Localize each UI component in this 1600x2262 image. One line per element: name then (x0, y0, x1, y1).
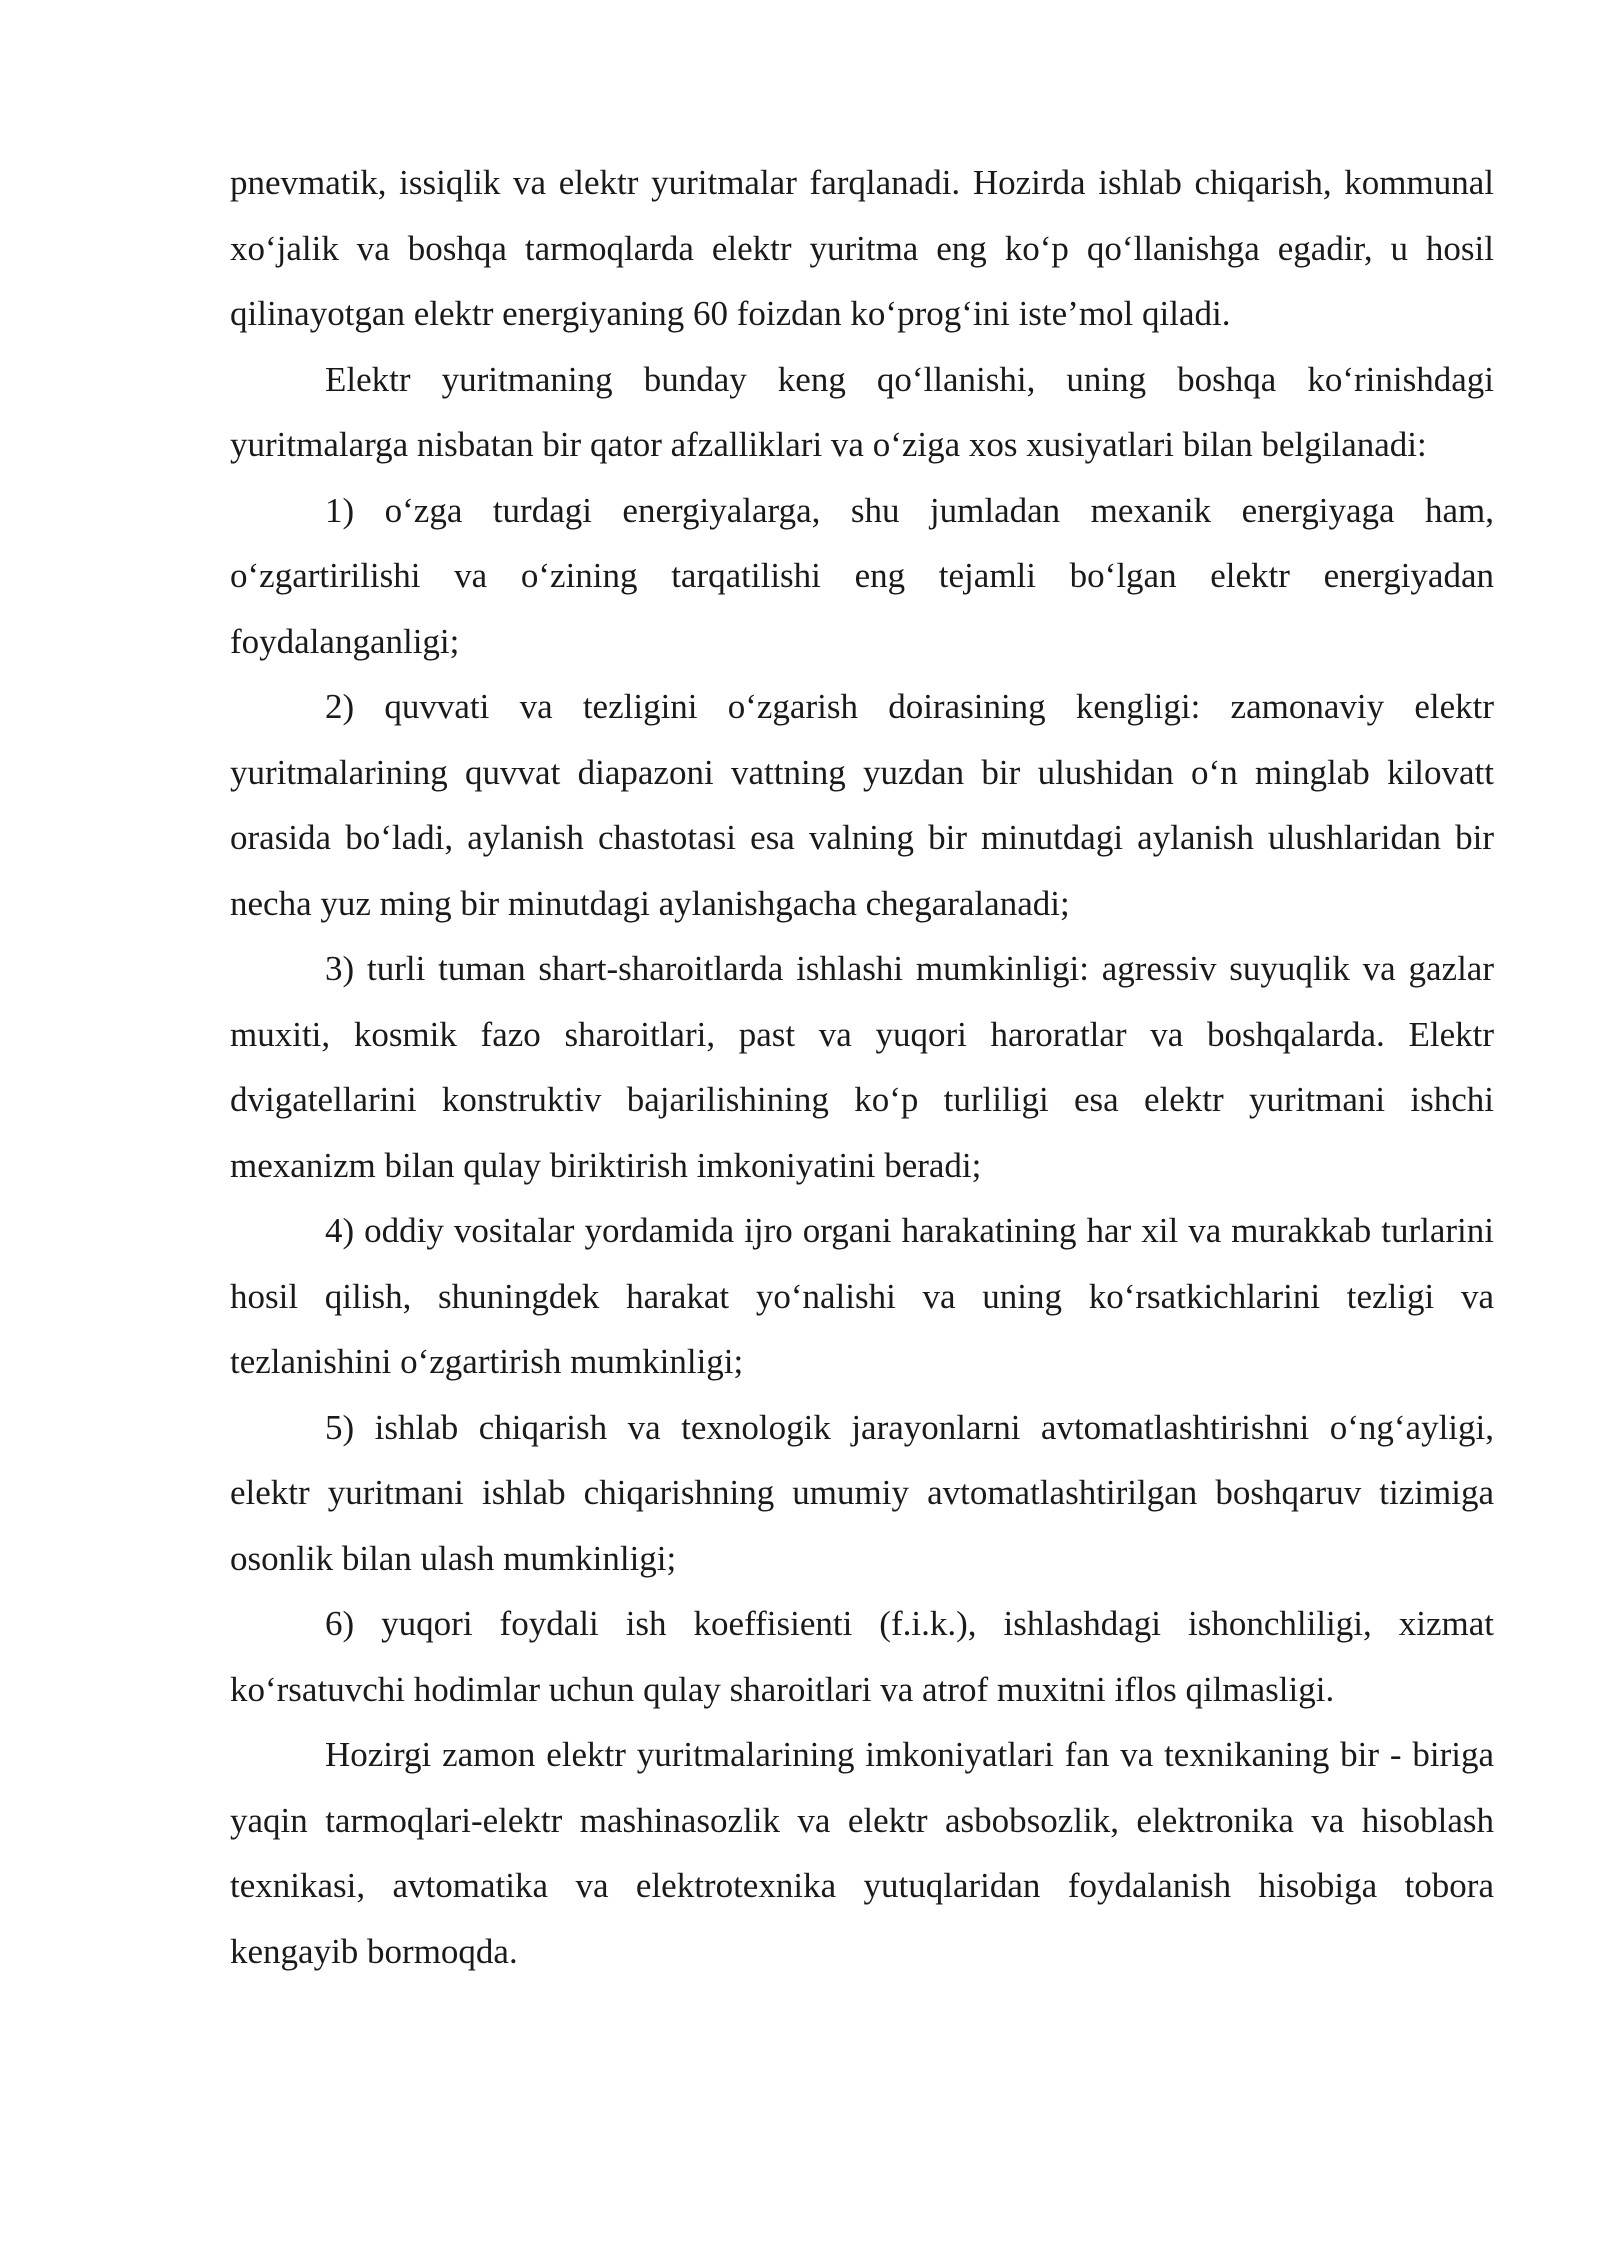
list-item-2: 2) quvvati va tezligini o‘zgarish doirasining kengligi: zamonaviy elektr yuritmalarining quvvat diapazoni vattning yuzdan bir ulushidan o‘n minglab kilovatt orasida bo‘ladi, aylanish chastotasi esa valning bir minutdagi aylanish ulushlaridan bir necha yuz ming bir minutdagi aylanishgacha chegaralanadi; (230, 687, 1494, 923)
document-page (230, 150, 1494, 1984)
list-item-3: 3) turli tuman shart-sharoitlarda ishlashi mumkinligi: agressiv suyuqlik va gazlar muxiti, kosmik fazo sharoitlari, past va yuqori haroratlar va boshqalarda. Elektr dvigatellarini konstruktiv bajarilishining ko‘p turliligi esa elektr yuritmani ishchi mexanizm bilan qulay biriktirish imkoniyatini beradi; (230, 949, 1494, 1185)
paragraph-conclusion: Hozirgi zamon elektr yuritmalarining imkoniyatlari fan va texnikaning bir - biriga yaqin tarmoqlari-elektr mashinasozlik va elektr asbobsozlik, elektronika va hisoblash texnikasi, avtomatika va elektrotexnika yutuqlaridan foydalanish hisobiga tobora kengayib bormoqda. (230, 1735, 1494, 1971)
list-item-1: 1) o‘zga turdagi energiyalarga, shu jumladan mexanik energiyaga ham, o‘zgartirilishi va o‘zining tarqatilishi eng tejamli bo‘lgan elektr energiyadan foydalanganligi; (230, 490, 1494, 661)
list-item-6: 6) yuqori foydali ish koeffisienti (f.i.k.), ishlashdagi ishonchliligi, xizmat ko‘rsatuvchi hodimlar uchun qulay sharoitlari va atrof muxitni iflos qilmasligi. (230, 1604, 1494, 1709)
paragraph-advantages-lead: Elektr yuritmaning bunday keng qo‘llanishi, uning boshqa ko‘rinishdagi yuritmalarga nisbatan bir qator afzalliklari va o‘ziga xos xusiyatlari bilan belgilanadi: (230, 359, 1494, 464)
list-item-5: 5) ishlab chiqarish va texnologik jarayonlarni avtomatlashtirishni o‘ng‘ayligi, elektr yuritmani ishlab chiqarishning umumiy avtomatlashtirilgan boshqaruv tizimiga osonlik bilan ulash mumkinligi; (230, 1407, 1494, 1578)
paragraph-intro: pnevmatik, issiqlik va elektr yuritmalar farqlanadi. Hozirda ishlab chiqarish, kommunal xo‘jalik va boshqa tarmoqlarda elektr yuritma eng ko‘p qo‘llanishga egadir, u hosil qilinayotgan elektr energiyaning 60 foizdan ko‘prog‘ini iste’mol qiladi. (230, 163, 1494, 333)
list-item-4: 4) oddiy vositalar yordamida ijro organi harakatining har xil va murakkab turlarini hosil qilish, shuningdek harakat yo‘nalishi va uning ko‘rsatkichlarini tezligi va tezlanishini o‘zgartirish mumkinligi; (230, 1211, 1494, 1381)
